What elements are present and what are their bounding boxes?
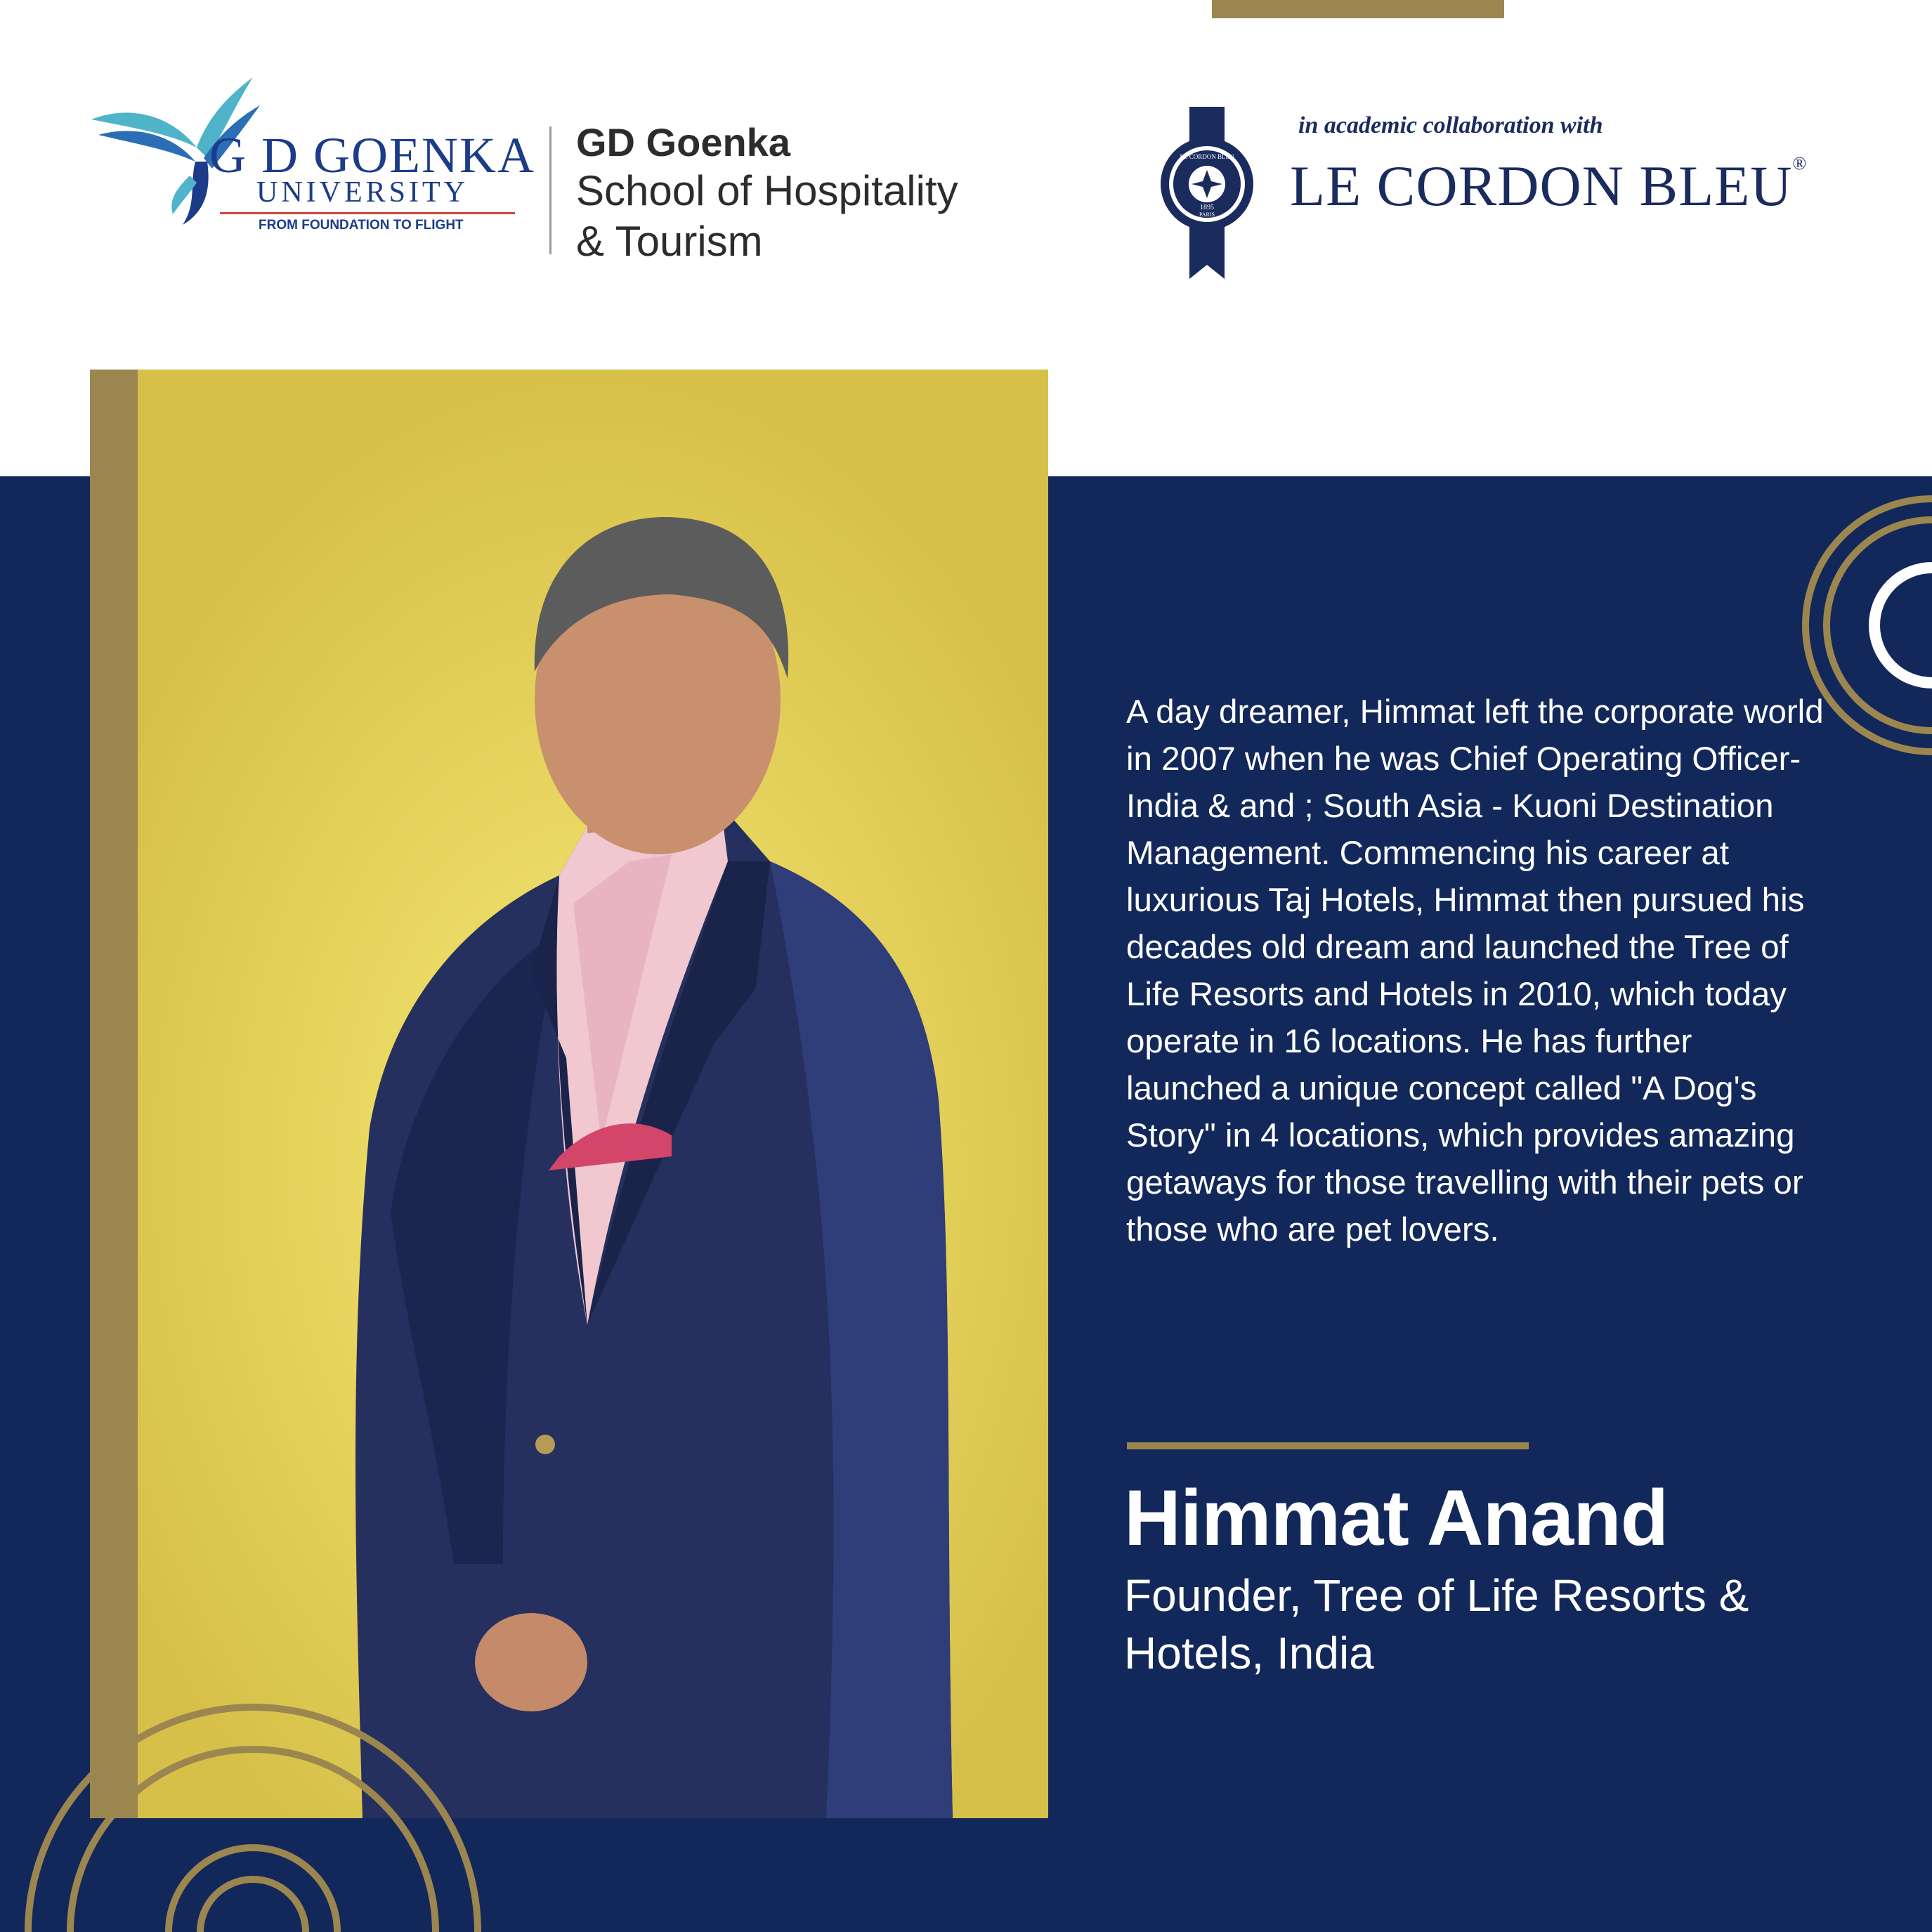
collaboration-text: in academic collaboration with (1298, 112, 1603, 138)
gd-goenka-tagline: FROM FOUNDATION TO FLIGHT (259, 218, 464, 233)
le-cordon-bleu-name (1290, 153, 1807, 219)
lcb-emblem-top: LE CORDON BLEU (1180, 153, 1234, 160)
person-name: Himmat Anand (1124, 1474, 1669, 1562)
gd-goenka-university: UNIVERSITY (256, 176, 469, 209)
portrait-figure (138, 370, 1048, 1818)
logo-divider (549, 126, 551, 254)
gd-goenka-logo (84, 70, 534, 239)
le-cordon-bleu-wordmark: LE CORDON BLEU (1290, 154, 1793, 218)
gd-goenka-rule (220, 212, 515, 214)
name-divider-rule (1127, 1442, 1529, 1449)
school-name (576, 119, 958, 267)
top-gold-bar (1212, 0, 1504, 18)
le-cordon-bleu-emblem-icon (1158, 107, 1256, 291)
school-name-line-3: & Tourism (576, 218, 763, 265)
registered-mark: ® (1792, 153, 1808, 174)
person-title: Founder, Tree of Life Resorts & Hotels, India (1124, 1570, 1749, 1678)
photo-gold-strip (90, 370, 138, 1818)
decorative-rings-bottom-left (0, 1616, 506, 1932)
school-name-line-1: GD Goenka (576, 120, 790, 164)
lcb-emblem-year: 1895 (1200, 204, 1214, 211)
school-name-line-2: School of Hospitality (576, 167, 958, 214)
bio-text: A day dreamer, Himmat left the corporate world in 2007 when he was Chief Operating Officer- India & and ; South Asia - Kuoni Destination Management. Commencing his career at luxurious Taj Hotels, Himmat then pursued his decades old dream and launched the Tree of Life Resorts and Hotels in 2010, which today operate in 16 locations. He has further launched a unique concept called "A Dog's Story" in 4 locations, which provides amazing getaways for those travelling with their pets or those who are pet lovers. (1126, 693, 1824, 1248)
portrait-photo (138, 370, 1048, 1818)
lcb-emblem-city: PARIS (1199, 211, 1215, 218)
gd-goenka-name: G D GOENKA (209, 127, 535, 183)
